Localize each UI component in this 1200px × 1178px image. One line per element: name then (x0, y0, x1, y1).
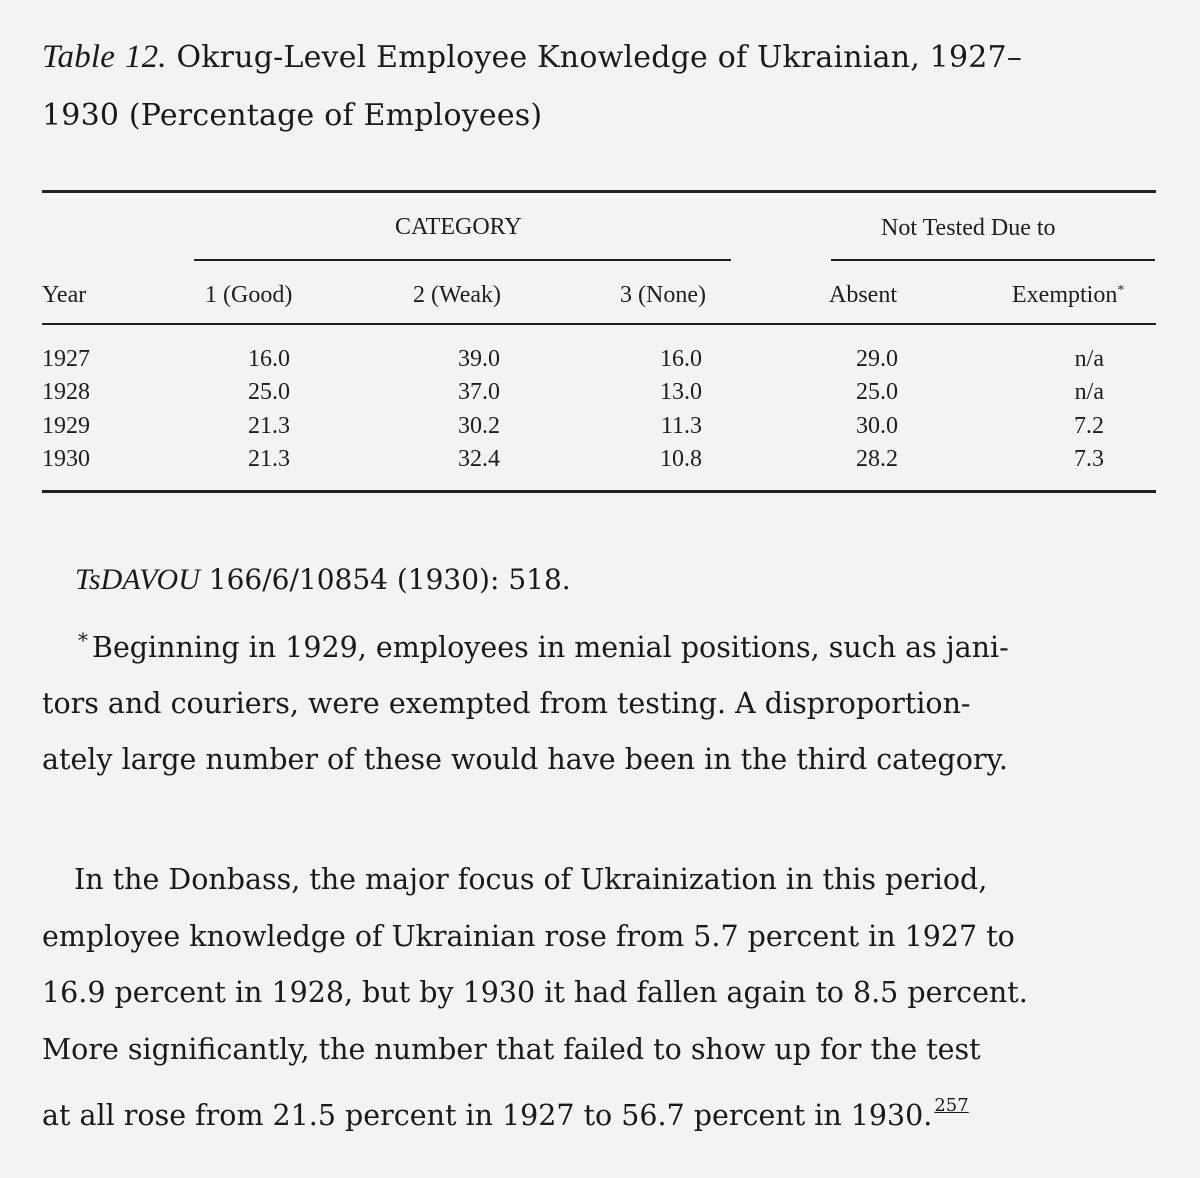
table-source (75, 560, 571, 600)
table-cell: 16.0 (660, 346, 702, 372)
table-header-rule (42, 323, 1156, 325)
footnote-reference[interactable]: 257 (934, 1095, 969, 1116)
table-note (42, 612, 1160, 788)
note-line: tors and couriers, were exempted from testing. A disproportion- (42, 687, 971, 720)
paragraph-line: employee knowledge of Ukrainian rose from 5.7 percent in 1927 to (42, 919, 1015, 953)
table-cell: 21.3 (248, 446, 290, 472)
table-cell: 7.3 (1074, 446, 1104, 472)
table-cell: n/a (1074, 346, 1104, 372)
table-cell: 25.0 (248, 379, 290, 405)
col-header-absent: Absent (829, 282, 897, 308)
table-cell: 39.0 (458, 346, 500, 372)
col-header-year: Year (42, 282, 87, 308)
exemption-marker: * (1117, 283, 1125, 298)
table-top-rule (42, 190, 1156, 193)
table-cell: 32.4 (458, 446, 500, 472)
source-citation: 166/6/10854 (1930): 518. (208, 563, 571, 596)
table-cell: 16.0 (248, 346, 290, 372)
paragraph-line: In the Donbass, the major focus of Ukrainization in this period, (74, 863, 988, 896)
not-tested-group-rule (831, 259, 1155, 261)
table-label: Table (42, 39, 116, 75)
col-header-exemption (1012, 282, 1124, 309)
col-header-good: 1 (Good) (205, 282, 293, 308)
table-cell: 1929 (42, 413, 90, 439)
note-marker: * (78, 628, 88, 652)
table-number: 12. (124, 39, 167, 75)
col-header-none: 3 (None) (620, 282, 706, 308)
table-cell: 1928 (42, 379, 90, 405)
body-paragraph (42, 852, 1160, 1145)
note-line: * Beginning in 1929, employees in menial positions, such as jani- (78, 628, 1009, 664)
paragraph-line: More significantly, the number that failed to show up for the test (42, 1032, 981, 1066)
source-archive: TsDAVOU (75, 563, 200, 596)
exemption-header-text: Exemption (1012, 282, 1118, 308)
category-group-header: CATEGORY (395, 214, 522, 240)
table-cell: 21.3 (248, 413, 290, 439)
table-cell: 28.2 (856, 446, 898, 472)
table-cell: 13.0 (660, 379, 702, 405)
table-cell: 7.2 (1074, 413, 1104, 439)
table-cell: 1930 (42, 446, 90, 472)
table-title-line-1: Okrug-Level Employee Knowledge of Ukrainian, 1927– (176, 40, 1023, 75)
note-line: ately large number of these would have been in the third category. (42, 743, 1008, 776)
table-cell: 1927 (42, 346, 90, 372)
col-header-weak: 2 (Weak) (413, 282, 502, 308)
table-cell: 29.0 (856, 346, 898, 372)
table-cell: 10.8 (660, 446, 702, 472)
table-title-line-2: 1930 (Percentage of Employees) (42, 98, 543, 133)
table-cell: 30.2 (458, 413, 500, 439)
category-group-rule (194, 259, 731, 261)
table-bottom-rule (42, 490, 1156, 493)
table-cell: 25.0 (856, 379, 898, 405)
table-cell: 11.3 (660, 413, 702, 439)
paragraph-line: at all rose from 21.5 percent in 1927 to 56.7 percent in 1930. $^{257}$ (42, 1095, 969, 1132)
not-tested-group-header: Not Tested Due to (881, 215, 1056, 241)
paragraph-line: 16.9 percent in 1928, but by 1930 it had fallen again to 8.5 percent. (42, 976, 1028, 1009)
table-cell: 30.0 (856, 413, 898, 439)
table-cell: 37.0 (458, 379, 500, 405)
table-caption (42, 28, 1162, 145)
table-cell: n/a (1074, 379, 1104, 405)
